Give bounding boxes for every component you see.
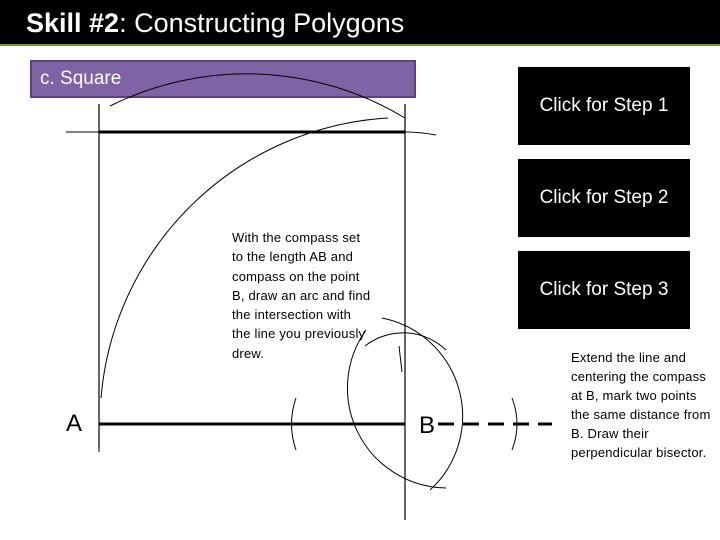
step-3-button[interactable]: Click for Step 3	[518, 251, 690, 329]
title-topic: : Constructing Polygons	[119, 8, 405, 38]
bisector-arc-lower-right	[382, 318, 463, 490]
top-extension-right	[405, 132, 436, 135]
perpendicular-tick-b	[399, 346, 402, 372]
subtitle-label: c. Square	[40, 68, 122, 89]
step-1-button[interactable]: Click for Step 1	[518, 67, 690, 145]
arc-instruction-text: With the compass set to the length AB and compass on the point B, draw an arc and find the intersection with the line you previously drew.	[232, 230, 371, 361]
title-skill-number: Skill #2	[26, 8, 120, 38]
step-2-button[interactable]: Click for Step 2	[518, 159, 690, 237]
point-a-label: A	[66, 410, 83, 437]
extend-instruction-text: Extend the line and centering the compass at B, mark two points the same distance from B. Draw their perpendicular bisector.	[571, 350, 711, 460]
point-b-label: B	[419, 412, 436, 439]
arc-center-b	[110, 74, 405, 118]
